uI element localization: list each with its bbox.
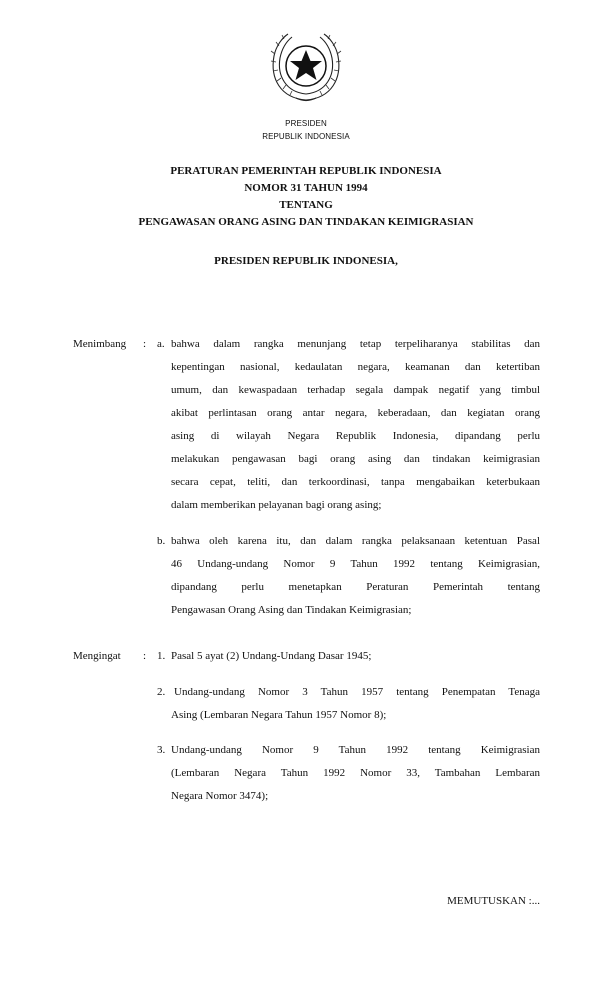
regulation-subject: PENGAWASAN ORANG ASING DAN TINDAKAN KEIMIGRASIAN bbox=[138, 216, 474, 228]
text-line: Asing (Lembaran Negara Tahun 1957 Nomor 8); bbox=[171, 709, 387, 721]
item-marker: 3. bbox=[157, 744, 166, 756]
mengingat-item-2 bbox=[174, 681, 540, 704]
text-line: umum, dan kewaspadaan terhadap segala dampak negatif yang timbul bbox=[171, 384, 540, 396]
mengingat-item-2-cont bbox=[171, 704, 540, 727]
text-line: 46 Undang-undang Nomor 9 Tahun 1992 tentang Keimigrasian, bbox=[171, 558, 540, 570]
menimbang-item-b bbox=[171, 530, 540, 622]
regulation-number: NOMOR 31 TAHUN 1994 bbox=[244, 182, 368, 194]
text-line: melakukan pengawasan bagi orang asing dan tindakan keimigrasian bbox=[171, 453, 540, 465]
mengingat-item-1 bbox=[171, 645, 540, 668]
regulation-title: PERATURAN PEMERINTAH REPUBLIK INDONESIA bbox=[170, 165, 442, 177]
mengingat-colon: : bbox=[143, 650, 147, 662]
item-marker: 2. bbox=[157, 686, 166, 698]
item-marker: b. bbox=[157, 535, 166, 547]
text-line: Undang-undang Nomor 3 Tahun 1957 tentang Penempatan Tenaga bbox=[174, 686, 540, 698]
text-line: dipandang perlu menetapkan Peraturan Pemerintah tentang bbox=[171, 581, 540, 593]
mengingat-item-3 bbox=[171, 739, 540, 808]
president-heading: PRESIDEN REPUBLIK INDONESIA, bbox=[214, 255, 398, 267]
text-line: dalam memberikan pelayanan bagi orang asing; bbox=[171, 499, 382, 511]
text-line: bahwa oleh karena itu, dan dalam rangka pelaksanaan ketentuan Pasal bbox=[171, 535, 540, 547]
item-marker: a. bbox=[157, 338, 165, 350]
text-line: Negara Nomor 3474); bbox=[171, 790, 269, 802]
regulation-about: TENTANG bbox=[279, 199, 333, 211]
garuda-emblem-icon bbox=[266, 28, 346, 104]
text-line: asing di wilayah Negara Republik Indonesia, dipandang perlu bbox=[171, 430, 540, 442]
text-line: bahwa dalam rangka menunjang tetap terpeliharanya stabilitas dan bbox=[171, 338, 540, 350]
seal-caption-line2: REPUBLIK INDONESIA bbox=[262, 132, 350, 141]
menimbang-colon: : bbox=[143, 338, 147, 350]
continuation-text: MEMUTUSKAN :... bbox=[447, 895, 540, 907]
text-line: secara cepat, teliti, dan terkoordinasi, tanpa mengabaikan keterbukaan bbox=[171, 476, 540, 488]
mengingat-label: Mengingat bbox=[73, 650, 121, 662]
text-line: Pasal 5 ayat (2) Undang-Undang Dasar 1945; bbox=[171, 650, 372, 662]
text-line: akibat perlintasan orang antar negara, keberadaan, dan kegiatan orang bbox=[171, 407, 540, 419]
seal-caption-line1: PRESIDEN bbox=[285, 119, 327, 128]
menimbang-item-a bbox=[171, 333, 540, 517]
menimbang-label: Menimbang bbox=[73, 338, 127, 350]
item-marker: 1. bbox=[157, 650, 166, 662]
text-line: Undang-undang Nomor 9 Tahun 1992 tentang Keimigrasian bbox=[171, 744, 540, 756]
text-line: kepentingan nasional, kedaulatan negara, keamanan dan ketertiban bbox=[171, 361, 540, 373]
text-line: (Lembaran Negara Tahun 1992 Nomor 33, Tambahan Lembaran bbox=[171, 767, 540, 779]
text-line: Pengawasan Orang Asing dan Tindakan Keimigrasian; bbox=[171, 604, 412, 616]
